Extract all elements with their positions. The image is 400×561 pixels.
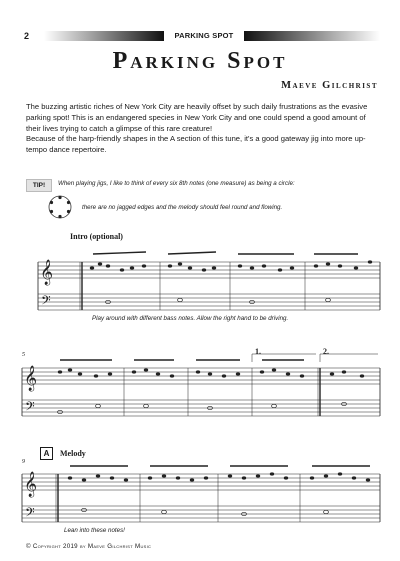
tip-line-2: there are no jagged edges and the melody should feel round and flowing. <box>82 204 283 211</box>
system-2-bass-staff <box>22 400 380 416</box>
composer-name: Maeve Gilchrist <box>281 80 378 91</box>
treble-clef-icon: 𝄞 <box>24 366 38 391</box>
system-2-treble-staff <box>22 368 380 384</box>
piece-title: Parking Spot <box>112 48 288 74</box>
measure-number-5: 5 <box>22 352 25 358</box>
melody-label: Melody <box>60 449 86 458</box>
page-number: 2 <box>24 31 30 41</box>
tip-line-1: When playing jigs, I like to think of every six 8th notes (one measure) as being a circle: <box>58 180 295 187</box>
beams <box>60 252 370 466</box>
bass-clef-icon: 𝄢 <box>41 293 51 311</box>
system-1-caption: Play around with different bass notes. Allow the right hand to be driving. <box>92 315 289 322</box>
system-3-caption: Lean into these notes! <box>64 527 125 534</box>
bass-notes <box>58 298 347 515</box>
section-a-box: A <box>40 447 53 460</box>
treble-notes <box>58 260 372 481</box>
intro-paragraph-1: The buzzing artistic riches of New York City are heavily offset by such daily frustrations as the evasive parking spot! This is an endangered species in New York City and one could spend a good amount of their lives trying to catch a glimpse of this rare creature! <box>26 102 368 133</box>
bass-clef-icon: 𝄢 <box>25 399 35 417</box>
second-ending-label: 2. <box>323 347 329 356</box>
first-ending-label: 1. <box>255 347 261 356</box>
intro-label: Intro (optional) <box>70 232 123 241</box>
measure-number-9: 9 <box>22 459 25 465</box>
intro-paragraph-2: Because of the harp-friendly shapes in the A section of this tune, it's a good gateway jig into more up-tempo dance repertoire. <box>26 134 366 155</box>
copyright-notice: © Copyright 2019 by Maeve Gilchrist Music <box>26 543 152 550</box>
treble-clef-icon: 𝄞 <box>40 260 54 285</box>
running-title: PARKING SPOT <box>174 31 234 40</box>
treble-clef-icon: 𝄞 <box>24 472 38 497</box>
bass-clef-icon: 𝄢 <box>25 505 35 523</box>
tip-label: TIP! <box>26 179 52 192</box>
